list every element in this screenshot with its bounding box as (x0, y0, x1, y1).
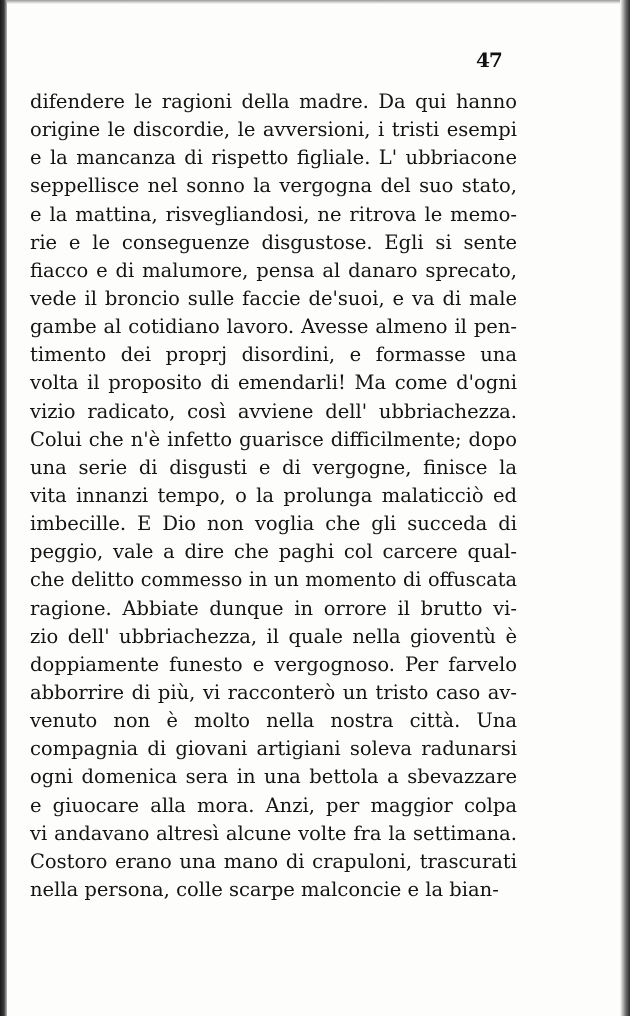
page-number: 47 (476, 48, 502, 72)
text-line: origine le discordie, le avversioni, i tristi esempi (30, 118, 517, 142)
text-line: nella persona, colle scarpe malconcie e la bian- (30, 877, 499, 901)
page-edge-left (0, 0, 7, 1016)
text-line: Colui che n'è infetto guarisce difficilmente; dopo (30, 427, 517, 451)
text-line: Costoro erano una mano di crapuloni, trascurati (30, 849, 517, 873)
text-line: e giuocare alla mora. Anzi, per maggior colpa (30, 793, 517, 817)
text-line: vi andavano altresì alcune volte fra la settimana. (30, 821, 517, 845)
text-line: ogni domenica sera in una bettola a sbevazzare (30, 765, 517, 789)
text-line: che delitto commesso in un momento di offuscata (30, 568, 517, 592)
text-line: fiacco e di malumore, pensa al danaro sprecato, (30, 258, 517, 282)
page-edge-top (0, 0, 630, 4)
text-line: venuto non è molto nella nostra città. Una (30, 709, 517, 733)
text-line: difendere le ragioni della madre. Da qui hanno (30, 90, 517, 113)
text-line: una serie di disgusti e di vergogne, finisce la (30, 455, 517, 479)
text-line: volta il proposito di emendarli! Ma come d'ogni (30, 371, 517, 395)
text-line: seppellisce nel sonno la vergogna del suo stato, (30, 174, 517, 198)
page-edge-right (620, 0, 630, 1016)
text-line: imbecille. E Dio non voglia che gli succeda di (30, 512, 517, 536)
text-line: doppiamente funesto e vergognoso. Per farvelo (30, 652, 517, 676)
text-line: vita innanzi tempo, o la prolunga malaticciò ed (30, 483, 517, 507)
body-text (30, 88, 517, 904)
text-line: rie e le conseguenze disgustose. Egli si sente (30, 230, 517, 254)
text-line: vede il broncio sulle faccie de'suoi, e va di male (30, 286, 517, 310)
text-line: e la mattina, risvegliandosi, ne ritrova le memo- (30, 202, 517, 226)
text-line: ragione. Abbiate dunque in orrore il brutto vi- (30, 596, 517, 620)
text-line: zio dell' ubbriachezza, il quale nella gioventù è (30, 624, 517, 648)
text-line: e la mancanza di rispetto figliale. L' ubbriacone (30, 146, 517, 170)
text-line: gambe al cotidiano lavoro. Avesse almeno il pen- (30, 315, 517, 339)
text-line: compagnia di giovani artigiani soleva radunarsi (30, 737, 517, 761)
text-line: peggio, vale a dire che paghi col carcere qual- (30, 540, 517, 564)
text-line: vizio radicato, così avviene dell' ubbriachezza. (30, 399, 517, 423)
text-line: abborrire di più, vi racconterò un tristo caso av- (30, 680, 517, 704)
text-line: timento dei proprj disordini, e formasse una (30, 343, 517, 367)
